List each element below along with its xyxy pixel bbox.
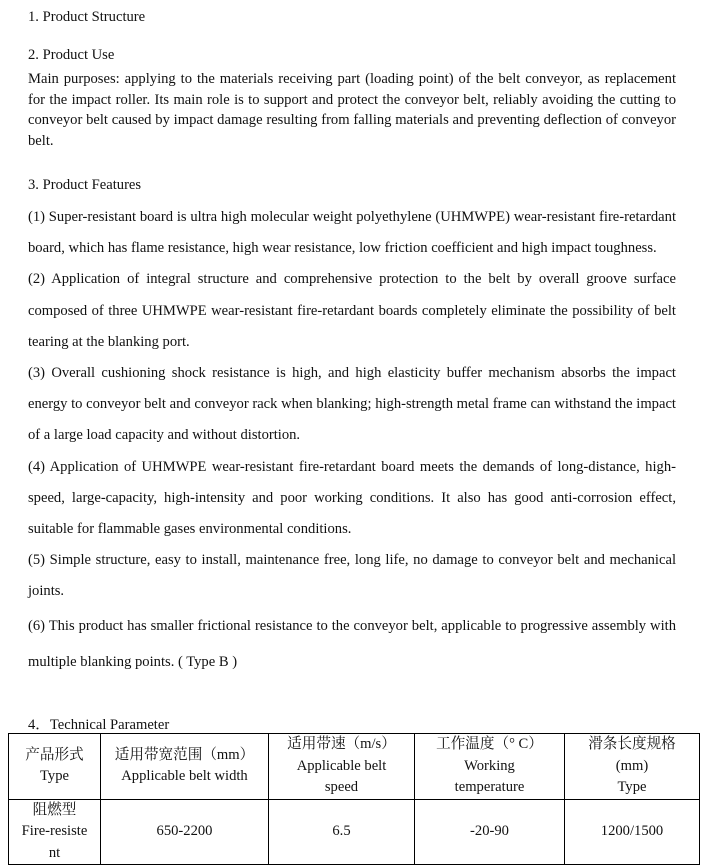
cell-belt-width: 650-2200 [101,799,269,865]
feature-item-1: (1) Super-resistant board is ultra high molecular weight polyethylene (UHMWPE) wear-resistant fire-retardant board, which has flame resistance, high wear resistance, low friction coefficient and high impact toughness. [28,209,676,257]
header-cell-belt-width: 适用带宽范围（mm） Applicable belt width [101,734,269,800]
header-cell-temperature: 工作温度（° C） Working temperature [415,734,565,800]
section-product-features-heading: 3. Product Features [28,177,142,193]
header-cell-type: 产品形式 Type [9,734,101,800]
section-product-use-heading: 2. Product Use [28,47,115,63]
product-features-list [28,202,676,680]
feature-item-2: (2) Application of integral structure and comprehensive protection to the belt by overall groove surface composed of three UHMWPE wear-resistant fire-retardant boards completely eliminate the possibility of belt tearing at the blanking port. [28,271,676,350]
cell-type: 阻燃型 Fire-resiste nt [9,799,101,865]
cell-temperature: -20-90 [415,799,565,865]
table-row [9,799,700,865]
cell-length-type: 1200/1500 [565,799,700,865]
section-technical-parameter-heading: 4．Technical Parameter [28,717,170,733]
table-header-row [9,734,700,800]
section-product-structure-heading: 1. Product Structure [28,9,146,25]
feature-item-3: (3) Overall cushioning shock resistance is high, and high elasticity buffer mechanism absorbs the impact energy to conveyor belt and conveyor rack when blanking; high-strength metal frame can withstand the impact of a large load capacity and without distortion. [28,365,676,444]
feature-item-6: (6) This product has smaller frictional resistance to the conveyor belt, applicable to progressive assembly with multiple blanking points. ( Type B ) [28,617,676,670]
header-cell-length-type: 滑条长度规格 (mm) Type [565,734,700,800]
header-cell-belt-speed: 适用带速（m/s） Applicable belt speed [269,734,415,800]
technical-parameter-table [8,733,700,865]
feature-item-5: (5) Simple structure, easy to install, maintenance free, long life, no damage to conveyor belt and mechanical joints. [28,552,676,600]
cell-belt-speed: 6.5 [269,799,415,865]
feature-item-4: (4) Application of UHMWPE wear-resistant fire-retardant board meets the demands of long-distance, high-speed, large-capacity, high-intensity and poor working conditions. It also has good anti-corrosion effect, suitable for flammable gases environmental conditions. [28,458,676,538]
product-use-paragraph: Main purposes: applying to the materials receiving part (loading point) of the belt conveyor, as replacement for the impact roller. Its main role is to support and protect the conveyor belt, reliably avoiding the cutting to conveyor belt caused by impact damage resulting from falling materials and preventing deflection of conveyor belt. [28,71,676,149]
